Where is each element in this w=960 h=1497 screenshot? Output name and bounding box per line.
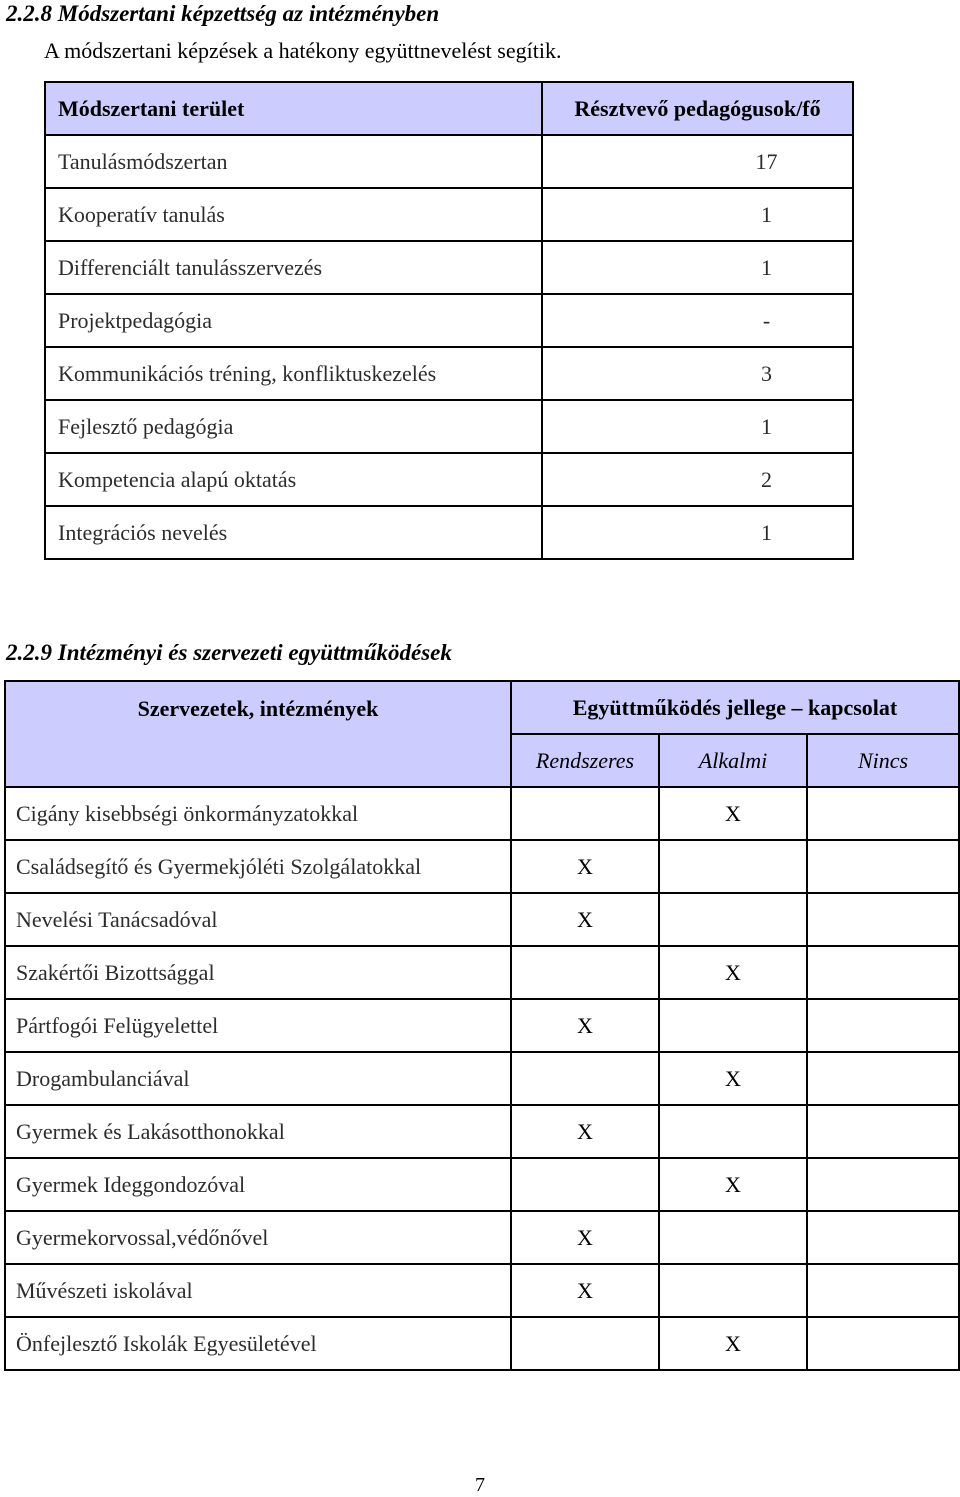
regular-mark-cell [511,787,659,840]
table-row [5,1211,959,1264]
occasional-mark-cell [659,840,807,893]
organization-cell: Gyermek Ideggondozóval [5,1158,511,1211]
table-row [5,840,959,893]
regular-mark-cell [511,1052,659,1105]
section-title-2-2-9: 2.2.9 Intézményi és szervezeti együttműködések [6,640,452,665]
section-title-2-2-8: 2.2.8 Módszertani képzettség az intézményben [6,1,440,26]
section-intro: A módszertani képzések a hatékony együttnevelést segítik. [44,38,562,63]
subheader-none: Nincs [807,734,959,787]
organization-cell: Pártfogói Felügyelettel [5,999,511,1052]
table-row [5,1158,959,1211]
participant-count-cell: 1 [542,188,853,241]
occasional-mark-cell: X [659,1158,807,1211]
organization-cell: Szakértői Bizottsággal [5,946,511,999]
table-row [45,453,853,506]
table-row [45,188,853,241]
regular-mark-cell: X [511,999,659,1052]
page-number: 7 [475,1474,485,1496]
table-row [5,787,959,840]
participant-count-cell: - [542,294,853,347]
table-row [5,1105,959,1158]
method-area-cell: Differenciált tanulásszervezés [45,241,542,294]
table-row [45,135,853,188]
subheader-regular: Rendszeres [511,734,659,787]
regular-mark-cell: X [511,840,659,893]
participant-count-cell: 1 [542,506,853,559]
none-mark-cell [807,1317,959,1370]
none-mark-cell [807,893,959,946]
organization-cell: Drogambulanciával [5,1052,511,1105]
regular-mark-cell [511,1158,659,1211]
method-area-cell: Fejlesztő pedagógia [45,400,542,453]
method-area-cell: Tanulásmódszertan [45,135,542,188]
none-mark-cell [807,1158,959,1211]
none-mark-cell [807,1052,959,1105]
method-area-cell: Kommunikációs tréning, konfliktuskezelés [45,347,542,400]
table-row [5,1264,959,1317]
organization-cell: Önfejlesztő Iskolák Egyesületével [5,1317,511,1370]
organization-cell: Művészeti iskolával [5,1264,511,1317]
method-area-cell: Kooperatív tanulás [45,188,542,241]
subheader-occasional: Alkalmi [659,734,807,787]
header-cooperation-type: Együttműködés jellege – kapcsolat [511,681,959,734]
cooperation-table [4,680,960,1371]
occasional-mark-cell [659,893,807,946]
participant-count-cell: 1 [542,241,853,294]
regular-mark-cell [511,946,659,999]
participant-count-cell: 2 [542,453,853,506]
cooperation-header-row [5,681,959,734]
header-organizations: Szervezetek, intézmények [5,681,511,787]
none-mark-cell [807,946,959,999]
none-mark-cell [807,840,959,893]
organization-cell: Gyermek és Lakásotthonokkal [5,1105,511,1158]
occasional-mark-cell [659,1264,807,1317]
participant-count-cell: 17 [542,135,853,188]
none-mark-cell [807,1105,959,1158]
table-row [45,347,853,400]
header-method-area: Módszertani terület [45,82,542,135]
regular-mark-cell [511,1317,659,1370]
table-row [5,946,959,999]
organization-cell: Gyermekorvossal,védőnővel [5,1211,511,1264]
table-row [5,999,959,1052]
occasional-mark-cell [659,1105,807,1158]
none-mark-cell [807,999,959,1052]
methods-table [44,81,854,560]
participant-count-cell: 1 [542,400,853,453]
table-row [5,893,959,946]
occasional-mark-cell: X [659,1052,807,1105]
organization-cell: Családsegítő és Gyermekjóléti Szolgálatokkal [5,840,511,893]
regular-mark-cell: X [511,1211,659,1264]
table-row [5,1052,959,1105]
occasional-mark-cell: X [659,946,807,999]
none-mark-cell [807,787,959,840]
table-row [45,241,853,294]
occasional-mark-cell: X [659,1317,807,1370]
header-participants: Résztvevő pedagógusok/fő [542,82,853,135]
regular-mark-cell: X [511,893,659,946]
table-row [45,506,853,559]
method-area-cell: Integrációs nevelés [45,506,542,559]
occasional-mark-cell [659,1211,807,1264]
method-area-cell: Kompetencia alapú oktatás [45,453,542,506]
method-area-cell: Projektpedagógia [45,294,542,347]
participant-count-cell: 3 [542,347,853,400]
occasional-mark-cell [659,999,807,1052]
organization-cell: Cigány kisebbségi önkormányzatokkal [5,787,511,840]
none-mark-cell [807,1264,959,1317]
table-row [5,1317,959,1370]
occasional-mark-cell: X [659,787,807,840]
table-row [45,400,853,453]
organization-cell: Nevelési Tanácsadóval [5,893,511,946]
regular-mark-cell: X [511,1264,659,1317]
regular-mark-cell: X [511,1105,659,1158]
table-row [45,294,853,347]
none-mark-cell [807,1211,959,1264]
methods-table-header-row [45,82,853,135]
